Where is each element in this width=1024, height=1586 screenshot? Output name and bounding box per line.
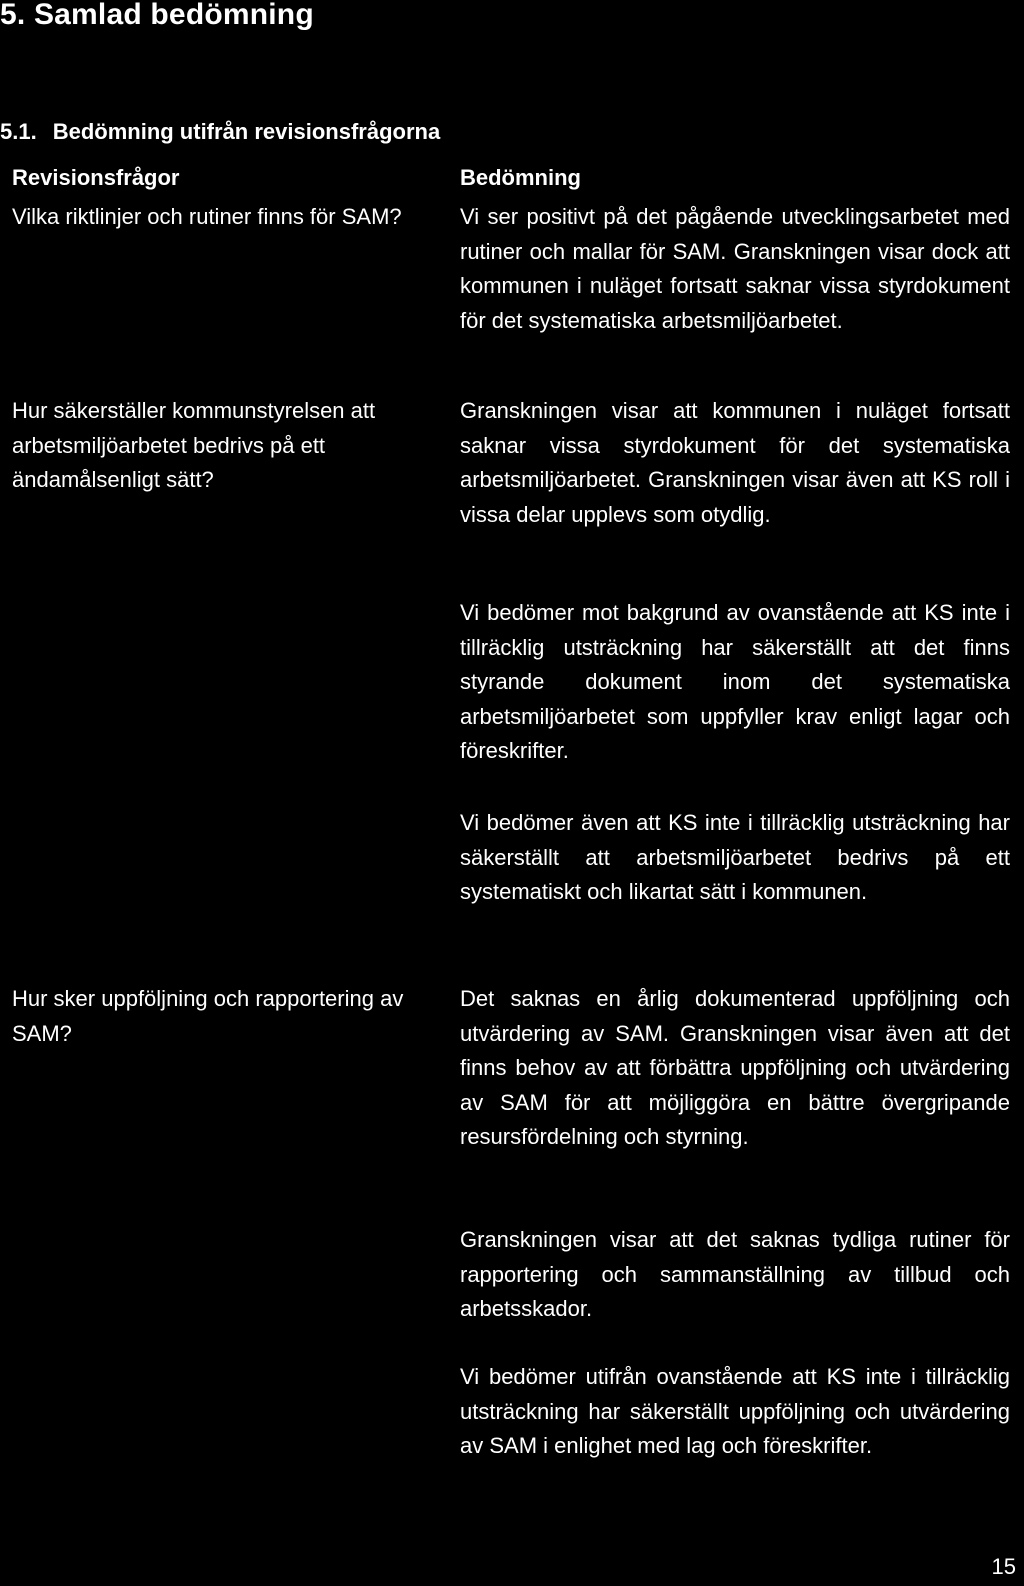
subsection-number: 5.1. (0, 119, 37, 144)
column-header-assessment: Bedömning (460, 165, 581, 190)
assessment-2-paragraph-2: Vi bedömer mot bakgrund av ovanstående att KS inte i tillräcklig utsträckning har säkerställt att det finns styrande dokument inom det systematiska arbetsmiljöarbetet som uppfyller krav enligt lagar och föreskrifter. (460, 600, 1010, 763)
subsection-heading (0, 119, 440, 145)
question-2: Hur säkerställer kommunstyrelsen att arbetsmiljöarbetet bedrivs på ett ändamålsenligt sätt? (12, 398, 376, 492)
question-3: Hur sker uppföljning och rapportering av SAM? (12, 986, 404, 1046)
section-heading: 5. Samlad bedömning (0, 0, 314, 31)
assessment-2-paragraph-3: Vi bedömer även att KS inte i tillräcklig utsträckning har säkerställt att arbetsmiljöarbetet bedrivs på ett systematiskt och likartat sätt i kommunen. (460, 810, 1010, 904)
subsection-title: Bedömning utifrån revisionsfrågorna (52, 119, 441, 144)
assessment-3-paragraph-2: Granskningen visar att det saknas tydliga rutiner för rapportering och sammanställning av tillbud och arbetsskador. (460, 1227, 1010, 1321)
assessment-1-paragraph-1: Vi ser positivt på det pågående utvecklingsarbetet med rutiner och mallar för SAM. Granskningen visar dock att kommunen i nuläget fortsatt saknar vissa styrdokument för det systematiska arbetsmiljöarbetet. (460, 204, 1010, 333)
assessment-3-paragraph-3: Vi bedömer utifrån ovanstående att KS inte i tillräcklig utsträckning har säkerställt uppföljning och utvärdering av SAM i enlighet med lag och föreskrifter. (460, 1364, 1010, 1458)
column-header-questions: Revisionsfrågor (12, 165, 180, 190)
page-number: 15 (991, 1554, 1016, 1579)
assessment-2-paragraph-1: Granskningen visar att kommunen i nuläget fortsatt saknar vissa styrdokument för det systematiska arbetsmiljöarbetet. Granskningen visar även att KS roll i vissa delar upplevs som otydlig. (460, 398, 1010, 527)
question-1: Vilka riktlinjer och rutiner finns för SAM? (12, 204, 402, 229)
assessment-3-paragraph-1: Det saknas en årlig dokumenterad uppföljning och utvärdering av SAM. Granskningen visar även att det finns behov av att förbättra uppföljning och utvärdering av SAM för att möjliggöra en bättre övergripande resursfördelning och styrning. (460, 986, 1010, 1149)
